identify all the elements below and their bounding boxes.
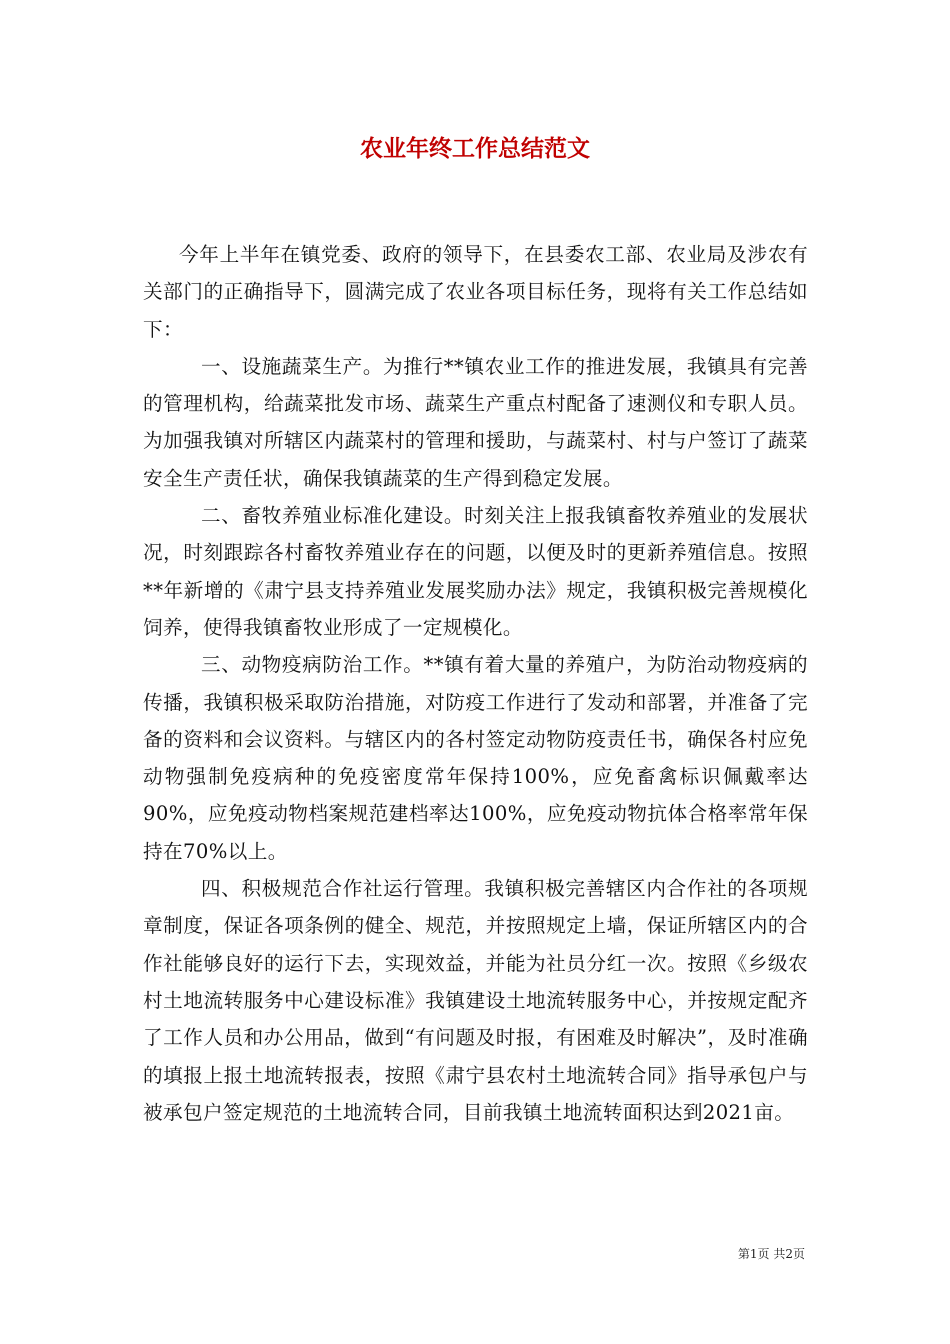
paragraph-intro: 今年上半年在镇党委、政府的领导下，在县委农工部、农业局及涉农有关部门的正确指导下，圆满完成了农业各项目标任务，现将有关工作总结如下：: [143, 243, 808, 341]
paragraph-section-3: 三、动物疫病防治工作。**镇有着大量的养殖户，为防治动物疫病的传播，我镇积极采取防治措施，对防疫工作进行了发动和部署，并准备了完备的资料和会议资料。与辖区内的各村签定动物防疫责任书，确保各村应免动物强制免疫病种的免疫密度常年保持100%，应免畜禽标识佩戴率达90%，应免疫动物档案规范建档率达100%，应免疫动物抗体合格率常年保持在70%以上。: [143, 653, 808, 863]
paragraph-section-4: 四、积极规范合作社运行管理。我镇积极完善辖区内合作社的各项规章制度，保证各项条例的健全、规范，并按照规定上墙，保证所辖区内的合作社能够良好的运行下去，实现效益，并能为社员分红一次。按照《乡级农村土地流转服务中心建设标准》我镇建设土地流转服务中心，并按规定配齐了工作人员和办公用品，做到“有问题及时报，有困难及时解决”，及时准确的填报上报土地流转报表，按照《肃宁县农村土地流转合同》指导承包户与被承包户签定规范的土地流转合同，目前我镇土地流转面积达到2021亩。: [143, 877, 808, 1124]
document-body: [143, 236, 808, 1131]
document-title: 农业年终工作总结范文: [360, 135, 590, 162]
page-number: 第1页 共2页: [737, 1247, 805, 1261]
paragraph-section-1: 一、设施蔬菜生产。为推行**镇农业工作的推进发展，我镇具有完善的管理机构，给蔬菜批发市场、蔬菜生产重点村配备了速测仪和专职人员。为加强我镇对所辖区内蔬菜村的管理和援助，与蔬菜村、村与户签订了蔬菜安全生产责任状，确保我镇蔬菜的生产得到稳定发展。: [143, 354, 808, 490]
paragraph-section-2: 二、畜牧养殖业标准化建设。时刻关注上报我镇畜牧养殖业的发展状况，时刻跟踪各村畜牧养殖业存在的问题，以便及时的更新养殖信息。按照**年新增的《肃宁县支持养殖业发展奖励办法》规定，我镇积极完善规模化饲养，使得我镇畜牧业形成了一定规模化。: [143, 504, 808, 639]
